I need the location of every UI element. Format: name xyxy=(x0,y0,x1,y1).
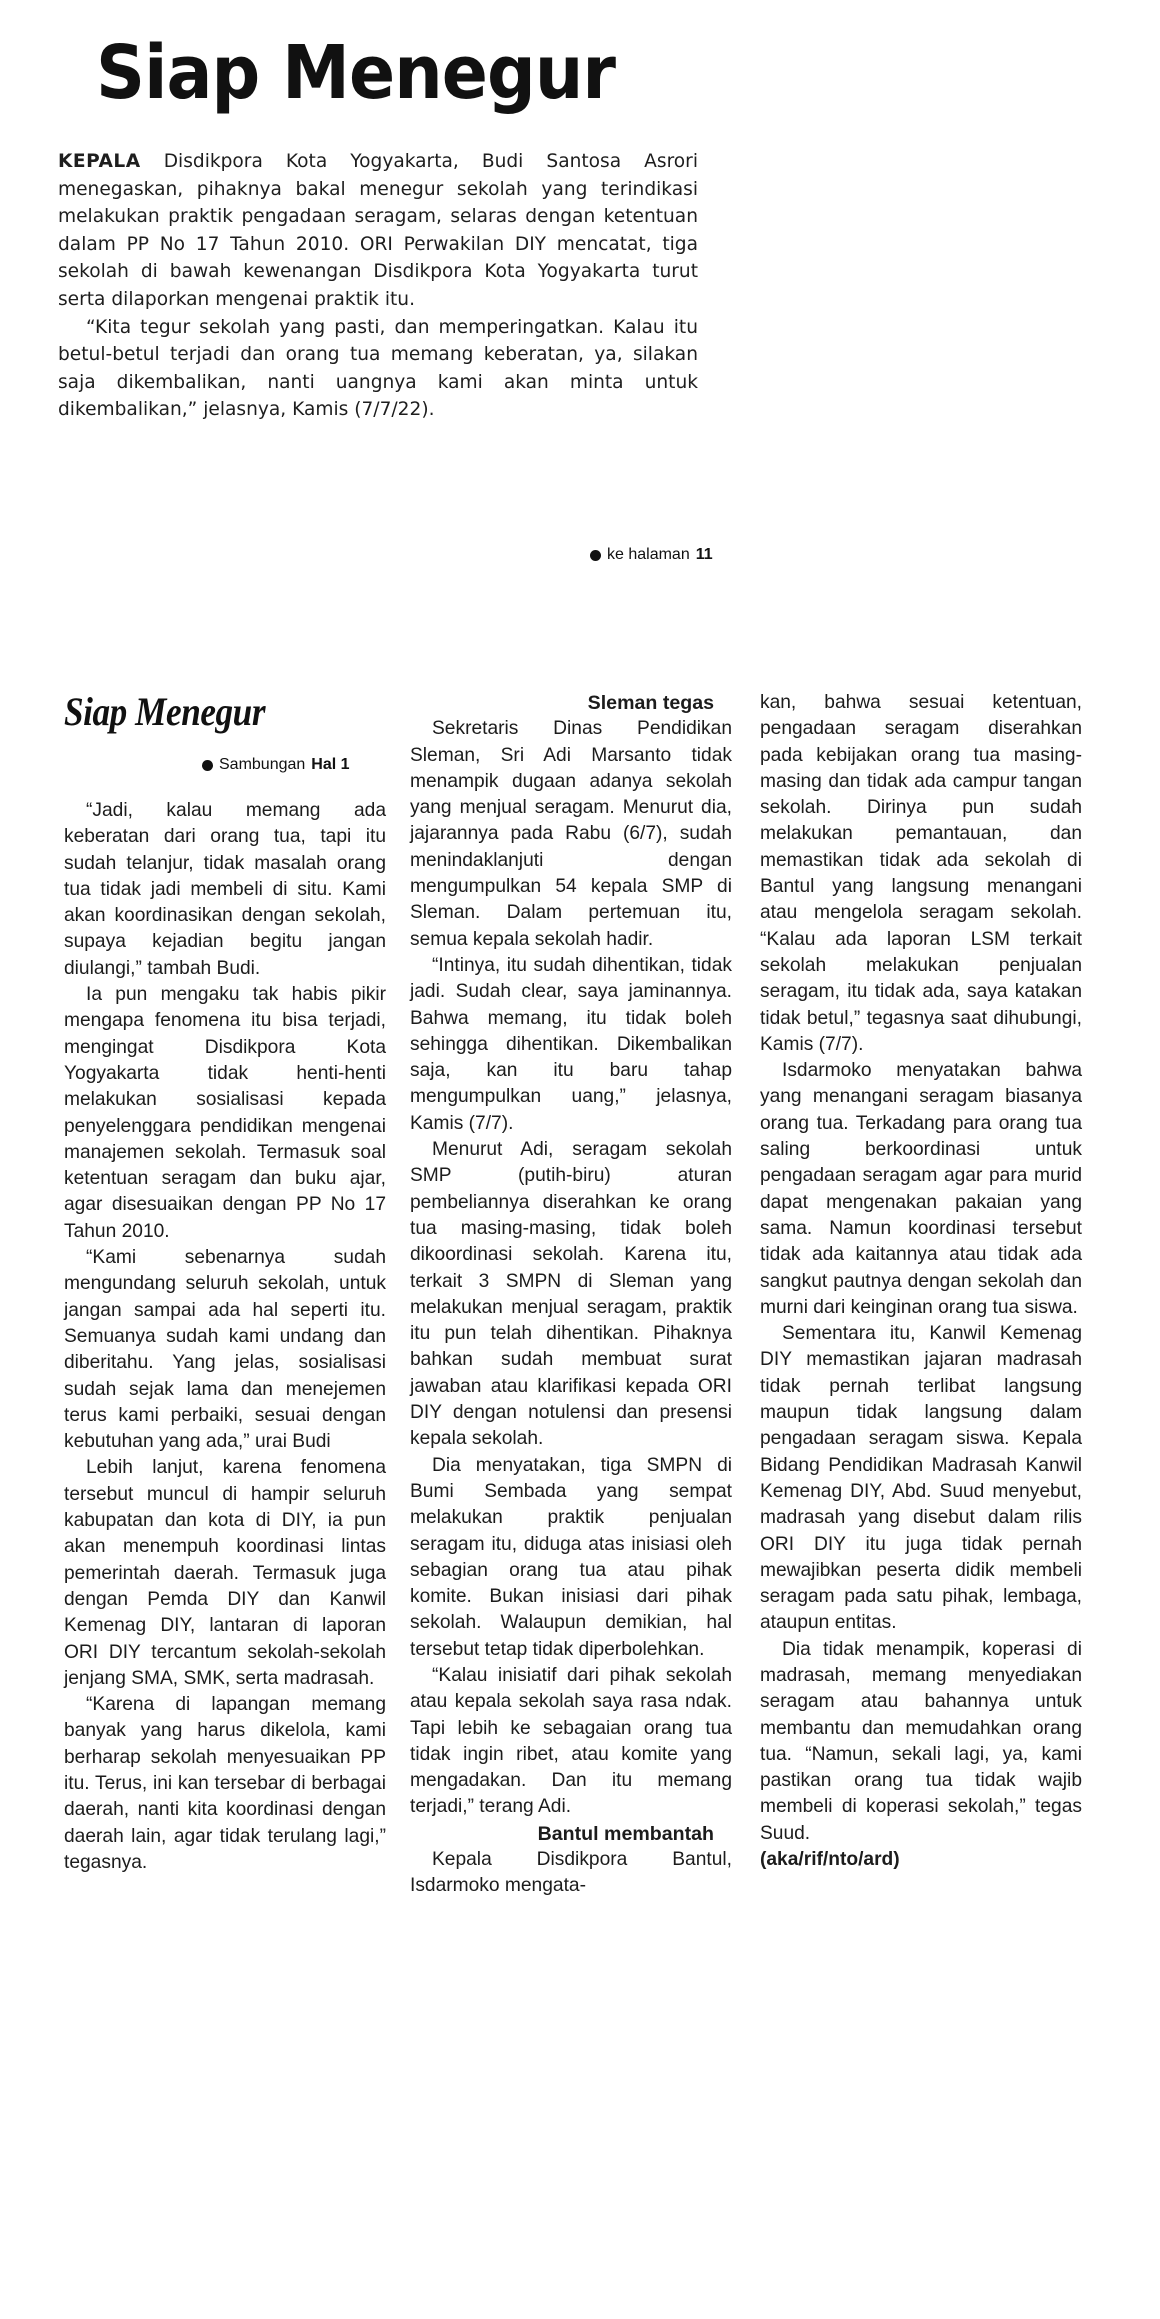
sambungan-label: Sambungan xyxy=(219,756,306,773)
sambungan-page: Hal 1 xyxy=(311,756,350,773)
col3-paragraph: Isdarmoko menyatakan bahwa yang menangani seragam biasanya orang tua. Terkadang para orang tua saling berkoordinasi untuk pengadaan seragam agar para murid dapat mengenakan pakaian yang sama. Namun koordinasi tersebut tidak ada kaitannya atau tidak ada sangkut pautnya dengan sekolah dan murni dari keinginan orang tua siswa. xyxy=(760,1060,1082,1318)
top-paragraph-2: “Kita tegur sekolah yang pasti, dan memperingatkan. Kalau itu betul-betul terjadi dan orang tua memang keberatan, ya, silakan saja dikembalikan, nanti uangnya kami akan minta untuk dikembalikan,” jelasnya, Kamis (7/7/22). xyxy=(58,316,698,421)
sambungan-reference xyxy=(202,756,350,774)
top-paragraph-1-text: Disdikpora Kota Yogyakarta, Budi Santosa Asrori menegaskan, pihaknya bakal menegur sekolah yang terindikasi melakukan praktik pengadaan seragam, selaras dengan ketentuan dalam PP No 17 Tahun 2010. ORI Perwakilan DIY mencatat, tiga sekolah di bawah kewenangan Disdikpora Kota Yogyakarta turut serta dilaporkan mengenai praktik itu. xyxy=(58,151,698,310)
bullet-icon xyxy=(590,550,601,561)
continuation-title: Siap Menegur xyxy=(64,689,266,734)
col2-paragraph: Kepala Disdikpora Bantul, Isdarmoko mengata- xyxy=(410,1849,732,1897)
col2-paragraph: Sekretaris Dinas Pendidikan Sleman, Sri Adi Marsanto tidak menampik dugaan adanya sekolah yang menjual seragam. Menurut dia, jajarannya pada Rabu (6/7), sudah menindaklanjuti dengan mengumpulkan 54 kepala SMP di Sleman. Dalam pertemuan itu, semua kepala sekolah hadir. xyxy=(410,718,732,950)
col3-paragraph: Dia tidak menampik, koperasi di madrasah, memang menyediakan seragam atau bahannya untuk membantu dan memudahkan orang tua. “Namun, sekali lagi, ya, kami pastikan orang tua tidak wajib membeli di koperasi sekolah,” tegas Suud. xyxy=(760,1638,1082,1844)
col1-paragraph: Ia pun mengaku tak habis pikir mengapa fenomena itu bisa terjadi, mengingat Disdikpora Kota Yogyakarta tidak henti-henti melakukan sosialisasi kepada penyelenggara pendidikan mengenai manajemen sekolah. Termasuk soal ketentuan seragam dan buku ajar, agar disesuaikan dengan PP No 17 Tahun 2010. xyxy=(64,984,386,1242)
continue-label: ke halaman xyxy=(607,546,690,563)
col1-paragraph: “Karena di lapangan memang banyak yang harus dikelola, kami berharap sekolah menyesuaikan PP itu. Terus, ini kan tersebar di berbagai daerah, nanti kita koordinasi dengan daerah lain, agar tidak terulang lagi,” tegasnya. xyxy=(64,1694,386,1873)
author-credit: (aka/rif/nto/ard) xyxy=(760,1849,900,1871)
col3-paragraph: Sementara itu, Kanwil Kemenag DIY memastikan jajaran madrasah tidak pernah terlibat langsung maupun tidak langsung dalam pengadaan seragam siswa. Kepala Bidang Pendidikan Madrasah Kanwil Kemenag DIY, Abd. Suud menyebut, madrasah yang disebut dalam rilis ORI DIY itu juga tidak pernah mewajibkan peserta didik membeli seragam pada satu pihak, lembaga, ataupun entitas. xyxy=(760,1323,1082,1634)
subheading-sleman: Sleman tegas xyxy=(587,692,714,714)
col2-paragraph: “Intinya, itu sudah dihentikan, tidak jadi. Sudah clear, saya jaminannya. Bahwa memang, itu tidak boleh sehingga dihentikan. Dikembalikan saja, kan itu baru tahap mengumpulkan uang,” jelasnya, Kamis (7/7). xyxy=(410,954,732,1134)
lead-word: KEPALA xyxy=(58,151,141,172)
bullet-icon xyxy=(202,760,213,771)
top-paragraph-1 xyxy=(58,148,698,314)
subheading-bantul: Bantul membantah xyxy=(537,1822,714,1845)
col1-paragraph: “Kami sebenarnya sudah mengundang seluruh sekolah, untuk jangan sampai ada hal seperti itu. Semuanya sudah kami undang dan diberitahu. Yang jelas, sosialisasi sudah sejak lama dan menejemen terus kami perbaiki, sesuai dengan kebutuhan yang ada,” urai Budi xyxy=(64,1247,386,1453)
headline: Siap Menegur xyxy=(96,30,616,116)
column-3 xyxy=(760,690,1082,1873)
column-2 xyxy=(410,690,732,1900)
col1-paragraph: “Jadi, kalau memang ada keberatan dari orang tua, tapi itu sudah telanjur, tidak masalah orang tua tidak jadi membeli di situ. Kami akan koordinasikan dengan sekolah, supaya kejadian begitu jangan diulangi,” tambah Budi. xyxy=(64,800,386,979)
column-1 xyxy=(64,798,386,1876)
top-article-body xyxy=(58,148,698,424)
col1-paragraph: Lebih lanjut, karena fenomena tersebut muncul di hampir seluruh kabupatan dan kota di DIY, ia pun akan menempuh koordinasi lintas pemerintah daerah. Termasuk juga dengan Pemda DIY dan Kanwil Kemenag DIY, lantaran di laporan ORI DIY tercantum sekolah-sekolah jenjang SMA, SMK, serta madrasah. xyxy=(64,1457,386,1689)
continue-reference xyxy=(590,546,713,564)
col2-paragraph: “Kalau inisiatif dari pihak sekolah atau kepala sekolah saya rasa ndak. Tapi lebih ke sebagaian orang tua tidak ingin ribet, atau komite yang mengadakan. Dan itu memang terjadi,” terang Adi. xyxy=(410,1664,732,1818)
continue-page: 11 xyxy=(695,546,713,563)
col2-paragraph: Dia menyatakan, tiga SMPN di Bumi Sembada yang sempat melakukan praktik penjualan seragam itu, diduga atas inisiasi oleh sebagian orang tua atau pihak komite. Bukan inisiasi dari pihak sekolah. Walaupun demikian, hal tersebut tetap tidak diperbolehkan. xyxy=(410,1454,732,1660)
col2-paragraph: Menurut Adi, seragam sekolah SMP (putih-biru) aturan pembeliannya diserahkan ke orang tua masing-masing, tidak boleh dikoordinasi sekolah. Karena itu, terkait 3 SMPN di Sleman yang melakukan menjual seragam, praktik itu pun telah dihentikan. Pihaknya bahkan sudah membuat surat jawaban atau klarifikasi kepada ORI DIY dengan notulensi dan presensi kepala sekolah. xyxy=(410,1139,732,1450)
col3-paragraph: kan, bahwa sesuai ketentuan, pengadaan seragam diserahkan pada kebijakan orang tua masing-masing dan tidak ada campur tangan sekolah. Dirinya pun sudah melakukan pemantauan, dan memastikan tidak ada sekolah di Bantul yang langsung menangani atau mengelola seragam sekolah. “Kalau ada laporan LSM terkait sekolah melakukan penjualan seragam, itu tidak ada, saya katakan tidak betul,” tegasnya saat dihubungi, Kamis (7/7). xyxy=(760,692,1082,1055)
